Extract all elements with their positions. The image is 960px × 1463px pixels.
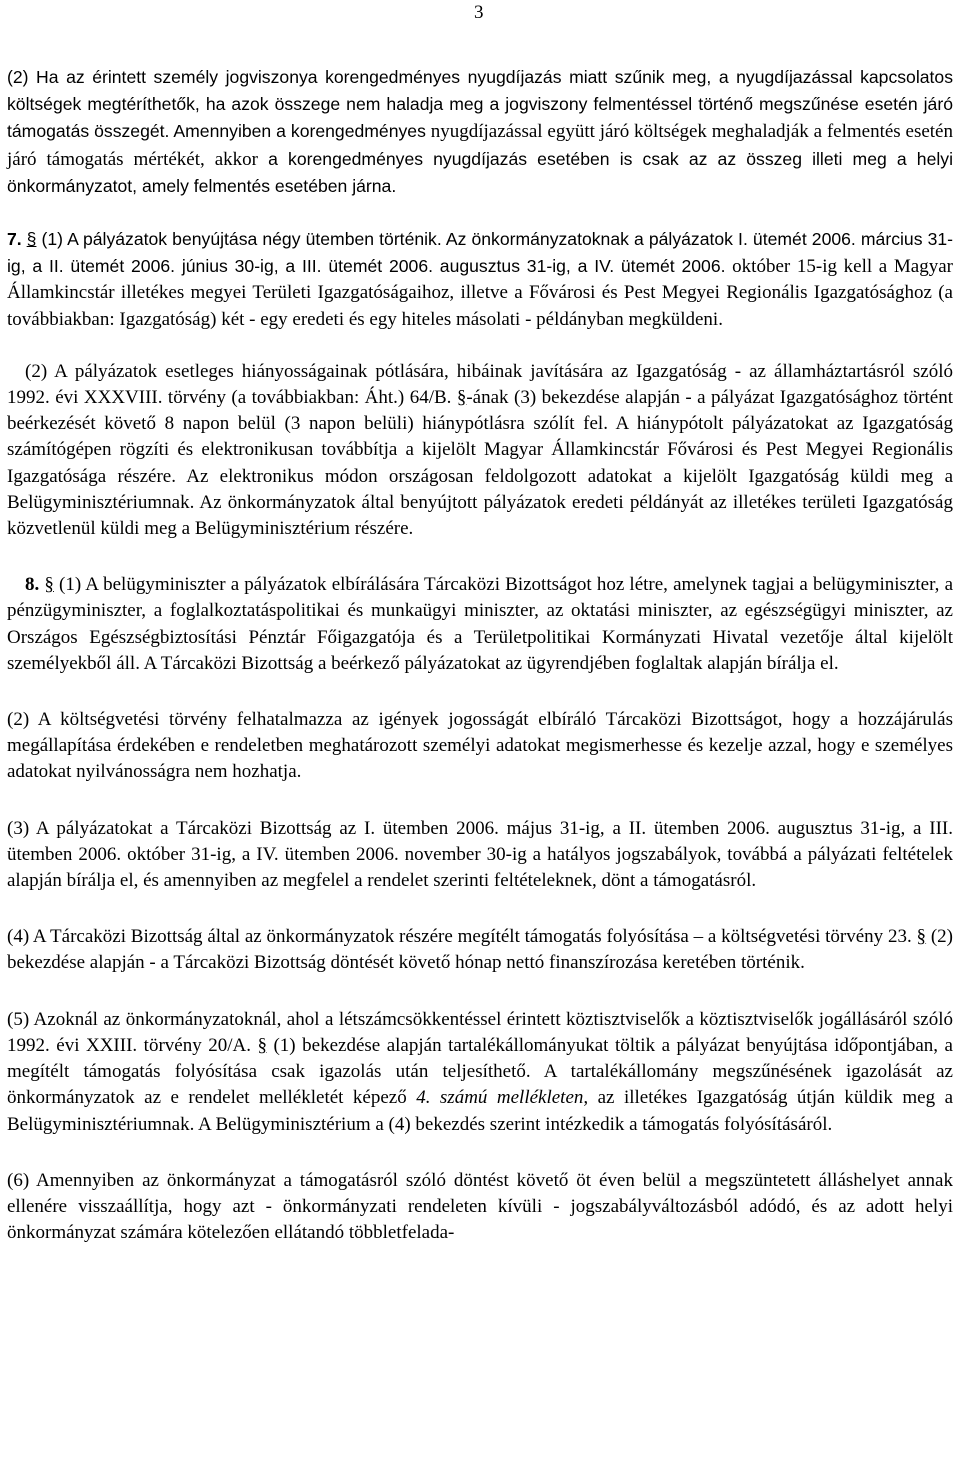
section-sign: § [44, 574, 54, 596]
paragraph-text: (4) A Tárcaközi Bizottság által az önkormányzatok részére megítélt támogatás folyósítása – a költségvetési törvény 23. [7, 926, 917, 948]
paragraph-text: a korengedményes nyugdíjazás esetében is csak az az összeg illeti meg a helyi önkormányzatot, amely felmentés esetében járna. [7, 148, 953, 196]
section-sign: § [456, 387, 467, 409]
paragraph-text: nyugdíjazással együtt járó költségek meghaladják a felmentés esetén járó támogatás mértékét, akkor [7, 121, 953, 170]
paragraph-8-4 [7, 924, 953, 976]
paragraph-text: -ának (3) bekezdése alapján - a pályázat Igazgatósághoz történt beérkezését követő 8 napon belül (3 napon belüli) hiánypótlásra szólít fel. A hiánypótolt pályázatokat az Igazgatóság számítógépen rögzíti és elektronikusan továbbítja a kijelölt Magyar Államkincstár Fővárosi és Pest Megyei Regionális Igazgatósága részére. Az elektronikus módon országosan feldolgozott adatokat a kijelölt Igazgatóság küldi meg a Belügyminisztériumnak. Az önkormányzatok által benyújtott pályázatok eredeti példányát az illetékes területi Igazgatóság közvetlenül küldi meg a Belügyminisztérium részére. [7, 387, 953, 540]
paragraph-text: (5) Azoknál az önkormányzatoknál, ahol a létszámcsökkentéssel érintett köztisztviselők a köztisztviselők jogállásáról szóló 1992. évi XXIII. törvény 20/A. [7, 1008, 953, 1056]
paragraph-text: október 15-ig kell a Magyar Államkincstár illetékes megyei Területi Igazgatóságaihoz, illetve a Fővárosi és Pest Megyei Regionális Igazgatósághoz (a továbbiakban: Igazgatóság) két - egy eredeti és egy hiteles másolati - példányban megküldeni. [7, 256, 953, 330]
document-body [7, 64, 953, 1246]
paragraph-text: az illetékes Igazgatóság útján küldik meg a Belügyminisztériumnak. A Belügyminisztérium a (4) bekezdés szerint intézkedik a támogatás folyósításáról. [7, 1087, 954, 1135]
paragraph-8-3: (3) A pályázatokat a Tárcaközi Bizottság az I. ütemben 2006. május 31-ig, a II. ütemben 2006. augusztus 31-ig, a III. ütemben 2006. október 31-ig, a IV. ütemben 2006. november 30-ig a hatályos jogszabályok, továbbá a pályázati feltételek alapján bírálja el, és amennyiben az megfelel a rendelet szerinti feltételeknek, dönt a támogatásról. [7, 817, 953, 892]
paragraph-8-5 [7, 1007, 953, 1138]
paragraph-7-2 [7, 359, 953, 542]
paragraph-text: (1) A belügyminiszter a pályázatok elbírálására Tárcaközi Bizottságot hoz létre, amelynek tagjai a belügyminiszter, a pénzügyminiszter, a foglalkoztatáspolitikai és munkaügyi miniszter, az oktatási miniszter, az egészségügyi miniszter, az Országos Egészségbiztosítási Pénztár Főigazgatója és a Területpolitikai Kormányzati Hivatal vezetője által kijelölt személyekből áll. A Tárcaközi Bizottság a beérkező pályázatokat az ügyrendjében foglaltak alapján bírálja el. [7, 574, 953, 674]
section-sign: § [257, 1034, 267, 1056]
page-number: 3 [474, 2, 484, 23]
paragraph-8-1 [7, 572, 953, 677]
section-sign: § [26, 229, 37, 250]
paragraph-text: (1) bekezdése alapján tartalékállományukat töltik a pályázat benyújtása időpontjában, a megítélt támogatás folyósítása csak igazolás után teljesíthető. A tartalékállomány megszűnésének igazolását az önkormányzatok az e rendelet mellékletét képező [7, 1034, 953, 1109]
section-number: 8. [25, 574, 40, 596]
paragraph-8-2: (2) A költségvetési törvény felhatalmazza az igények jogosságát elbíráló Tárcaközi Bizottságot, hogy a hozzájárulás megállapítása érdekében e rendeletben meghatározott személyi adatokat megismerhesse és kezelje azzal, hogy e személyes adatokat nyilvánosságra nem hozhatja. [7, 709, 953, 783]
annex-reference: 4. számú mellékleten, [416, 1087, 589, 1109]
paragraph-text: (2) A pályázatok esetleges hiányosságainak pótlására, hibáinak javítására az Igazgatóság - az államháztartásról szóló 1992. évi XXXVIII. törvény (a továbbiakban: Áht.) 64/B. [7, 360, 953, 409]
paragraph-text: (2) bekezdése alapján - a Tárcaközi Bizottság döntését követő hónap nettó finanszírozása keretében történik. [7, 926, 954, 974]
section-number: 7. [7, 229, 22, 250]
paragraph-8-6: (6) Amennyiben az önkormányzat a támogatásról szóló döntést követő öt éven belül a megszüntetett álláshelyet annak ellenére visszaállítja, hogy azt - önkormányzati rendeleten kívüli - jogszabályváltozásból adódó, és az adott helyi önkormányzat számára kötelezően ellátandó többletfelada- [7, 1169, 953, 1244]
paragraph-7-1 [7, 226, 953, 333]
paragraph-6-2 [7, 64, 953, 200]
paragraph-text: (2) Ha az érintett személy jogviszonya korengedményes nyugdíjazás miatt szűnik meg, a nyugdíjazással kapcsolatos költségek megtéríthetők, ha azok összege nem haladja meg a jogviszony felmentéssel történő megszűnése esetén járó támogatás összegét. Amennyiben a korengedményes [7, 67, 953, 142]
paragraph-text: (1) A pályázatok benyújtása négy ütemben történik. Az önkormányzatoknak a pályázatok I. ütemét 2006. március 31-ig, a II. ütemét 2006. június 30-ig, a III. ütemét 2006. augusztus 31-ig, a IV. ütemét 2006. [7, 229, 954, 277]
section-sign: § [916, 926, 927, 948]
